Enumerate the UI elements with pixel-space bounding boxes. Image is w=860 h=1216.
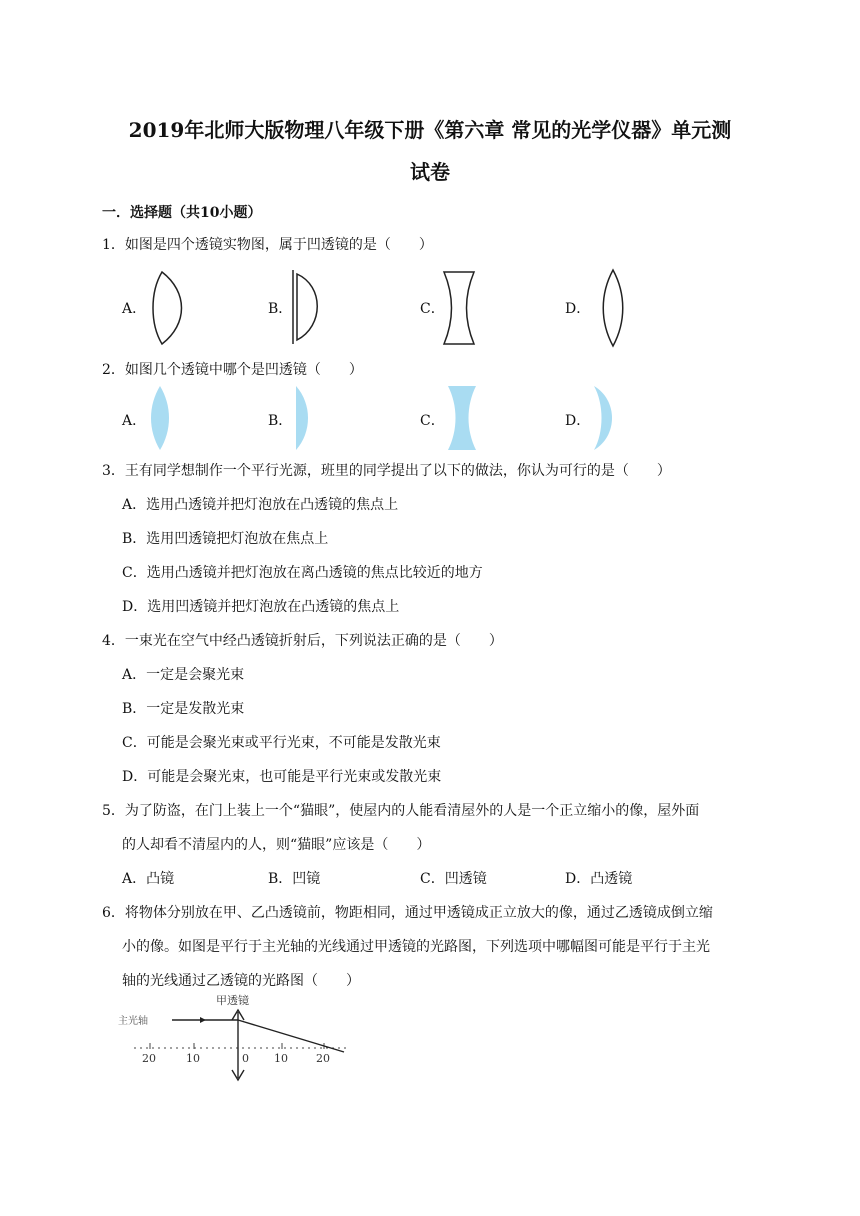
q2-lens-d-meniscus-icon: [592, 386, 622, 450]
refracted-ray: [238, 1020, 344, 1052]
q5-option-a: A．凸镜: [122, 871, 175, 887]
q2-lens-a-convex-icon: [148, 386, 178, 450]
q1-option-a-label: A．: [122, 301, 147, 317]
question-1-stem: 1．如图是四个透镜实物图，属于凹透镜的是（ ）: [102, 237, 433, 253]
q1-lens-b-planoconvex-icon: [290, 268, 330, 344]
q2-option-d-label: D．: [565, 413, 591, 429]
question-2-stem: 2．如图几个透镜中哪个是凹透镜（ ）: [102, 362, 363, 378]
q6-light-path-diagram: [118, 992, 350, 1082]
q3-option-c: C．选用凸透镜并把灯泡放在离凸透镜的焦点比较近的地方: [122, 565, 483, 581]
axis-label: 主光轴: [118, 1016, 148, 1027]
q1-lens-a-biconvex-icon: [148, 270, 188, 346]
q1-lens-d-thin-convex-icon: [600, 268, 630, 348]
q1-lens-c-biconcave-icon: [440, 270, 480, 346]
incident-ray-arrow-icon: [200, 1017, 206, 1023]
question-4-stem: 4．一束光在空气中经凸透镜折射后，下列说法正确的是（ ）: [102, 633, 503, 649]
question-5-stem-line2: 的人却看不清屋内的人，则“猫眼”应该是（ ）: [122, 837, 431, 853]
question-6-stem-line2: 小的像。如图是平行于主光轴的光线通过甲透镜的光路图，下列选项中哪幅图可能是平行于主光: [122, 939, 710, 955]
q4-option-b: B．一定是发散光束: [122, 701, 245, 717]
tick-label: 20: [142, 1052, 156, 1065]
q4-option-d: D．可能是会聚光束，也可能是平行光束或发散光束: [122, 769, 442, 785]
q2-lens-c-concave-icon: [448, 386, 478, 450]
q2-option-c-label: C．: [420, 413, 445, 429]
document-title-line2: 试卷: [410, 160, 450, 184]
q5-option-c: C．凹透镜: [420, 871, 487, 887]
section-heading: 一．选择题（共10小题）: [102, 205, 262, 221]
q3-option-a: A．选用凸透镜并把灯泡放在凸透镜的焦点上: [122, 497, 399, 513]
question-6-stem-line3: 轴的光线通过乙透镜的光路图（ ）: [122, 973, 360, 989]
tick-label: 0: [242, 1052, 249, 1065]
document-title-line1: 2019年北师大版物理八年级下册《第六章 常见的光学仪器》单元测: [128, 118, 732, 142]
question-6-stem-line1: 6．将物体分别放在甲、乙凸透镜前，物距相同，通过甲透镜成正立放大的像，通过乙透镜成倒立缩: [102, 905, 713, 921]
q3-option-d: D．选用凹透镜并把灯泡放在凸透镜的焦点上: [122, 599, 400, 615]
q2-lens-b-planoconvex-icon: [294, 386, 318, 450]
q5-option-b: B．凹镜: [268, 871, 321, 887]
question-3-stem: 3．王有同学想制作一个平行光源，班里的同学提出了以下的做法，你认为可行的是（ ）: [102, 463, 671, 479]
tick-label: 20: [316, 1052, 330, 1065]
q5-option-d: D．凸透镜: [565, 871, 633, 887]
question-5-stem-line1: 5．为了防盗，在门上装上一个“猫眼”，使屋内的人能看清屋外的人是一个正立缩小的像，屋外面: [102, 803, 700, 819]
q3-option-b: B．选用凹透镜把灯泡放在焦点上: [122, 531, 329, 547]
q4-option-c: C．可能是会聚光束或平行光束，不可能是发散光束: [122, 735, 441, 751]
q4-option-a: A．一定是会聚光束: [122, 667, 245, 683]
q2-option-b-label: B．: [268, 413, 293, 429]
q1-option-d-label: D．: [565, 301, 591, 317]
tick-label: 10: [186, 1052, 200, 1065]
q2-option-a-label: A．: [122, 413, 147, 429]
lens-label: 甲透镜: [216, 994, 249, 1007]
q1-option-b-label: B．: [268, 301, 293, 317]
q1-option-c-label: C．: [420, 301, 445, 317]
tick-label: 10: [274, 1052, 288, 1065]
